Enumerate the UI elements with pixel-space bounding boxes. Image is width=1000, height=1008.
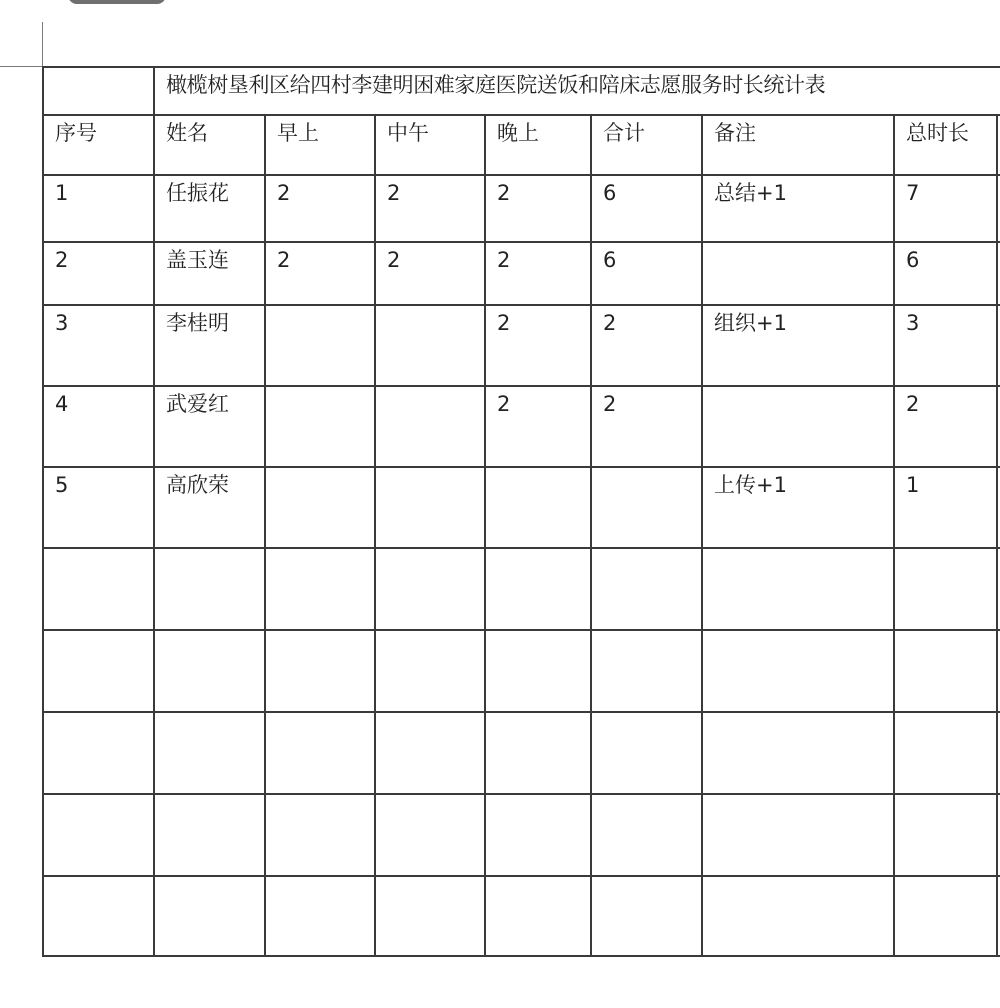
cell-value: 3 <box>55 311 69 335</box>
header-cell-evening[interactable] <box>485 115 591 175</box>
cell-value: 2 <box>497 311 511 335</box>
cell-value: 2 <box>603 311 617 335</box>
cell-value <box>376 549 484 554</box>
cell-value <box>592 713 701 718</box>
cell-value <box>703 387 893 392</box>
cell-value <box>44 877 153 882</box>
header-label: 序号 <box>55 121 97 145</box>
cell-value <box>895 795 996 800</box>
cell-value <box>155 631 264 636</box>
cell-value: 盖玉连 <box>166 248 229 272</box>
cell-value <box>592 877 701 882</box>
cell-index[interactable] <box>43 794 154 876</box>
cell-subtotal[interactable] <box>591 630 702 712</box>
cell-index[interactable] <box>43 305 154 386</box>
cell-value <box>703 877 893 882</box>
cell-value: 6 <box>906 248 920 272</box>
cell-subtotal[interactable] <box>591 548 702 630</box>
cell-morning[interactable] <box>265 630 375 712</box>
cell-evening[interactable] <box>485 175 591 242</box>
cell-total-hours[interactable] <box>894 630 997 712</box>
cell-subtotal[interactable] <box>591 712 702 794</box>
cell-evening[interactable] <box>485 712 591 794</box>
cell-value <box>44 713 153 718</box>
cell-value <box>895 877 996 882</box>
cell-subtotal[interactable] <box>591 467 702 548</box>
cell-value <box>592 795 701 800</box>
cell-value: 5 <box>55 473 69 497</box>
cell-noon[interactable] <box>375 712 485 794</box>
cell-morning[interactable] <box>265 242 375 305</box>
cell-value <box>592 549 701 554</box>
header-cell-total-hours[interactable] <box>894 115 997 175</box>
title-row <box>43 67 1000 115</box>
cell-value <box>486 549 590 554</box>
cell-value <box>44 549 153 554</box>
cell-evening[interactable] <box>485 876 591 956</box>
cell-subtotal[interactable] <box>591 242 702 305</box>
cell-remarks[interactable] <box>702 876 894 956</box>
cell-value <box>266 306 374 311</box>
cell-value <box>895 631 996 636</box>
cell-name[interactable] <box>154 305 265 386</box>
cell-value <box>155 549 264 554</box>
table-row <box>43 712 1000 794</box>
header-label: 姓名 <box>166 121 208 145</box>
header-label: 合计 <box>603 121 645 145</box>
cell-morning[interactable] <box>265 386 375 467</box>
cell-index[interactable] <box>43 175 154 242</box>
cell-value <box>486 468 590 473</box>
cell-evening[interactable] <box>485 467 591 548</box>
cell-noon[interactable] <box>375 305 485 386</box>
cell-name[interactable] <box>154 876 265 956</box>
cell-total-hours[interactable] <box>894 242 997 305</box>
cell-value <box>376 387 484 392</box>
table-row <box>43 242 1000 305</box>
cell-value: 李桂明 <box>166 311 229 335</box>
cell-value <box>376 877 484 882</box>
cell-name[interactable] <box>154 548 265 630</box>
cell-value <box>266 631 374 636</box>
cell-value <box>266 387 374 392</box>
cell-morning[interactable] <box>265 305 375 386</box>
cell-noon[interactable] <box>375 630 485 712</box>
header-cell-morning[interactable] <box>265 115 375 175</box>
cell-value: 3 <box>906 311 920 335</box>
cell-index[interactable] <box>43 876 154 956</box>
cell-value <box>155 877 264 882</box>
cell-value <box>266 713 374 718</box>
cell-value <box>376 713 484 718</box>
cell-noon[interactable] <box>375 386 485 467</box>
cell-subtotal[interactable] <box>591 876 702 956</box>
header-label: 总时长 <box>906 121 969 145</box>
cell-value: 1 <box>906 473 920 497</box>
cell-value: 组织+1 <box>714 311 787 335</box>
header-label: 中午 <box>387 121 429 145</box>
table-row <box>43 386 1000 467</box>
cell-value <box>376 631 484 636</box>
cell-remarks[interactable] <box>702 175 894 242</box>
cell-value: 高欣荣 <box>166 473 229 497</box>
top-toolbar-handle <box>68 0 166 4</box>
cell-total-hours[interactable] <box>894 386 997 467</box>
cell-remarks[interactable] <box>702 630 894 712</box>
cell-morning[interactable] <box>265 794 375 876</box>
cell-value: 2 <box>497 392 511 416</box>
cell-total-hours[interactable] <box>894 548 997 630</box>
table-row <box>43 630 1000 712</box>
cell-name[interactable] <box>154 175 265 242</box>
cell-subtotal[interactable] <box>591 175 702 242</box>
cell-name[interactable] <box>154 467 265 548</box>
cell-index[interactable] <box>43 630 154 712</box>
cell-evening[interactable] <box>485 305 591 386</box>
cell-evening[interactable] <box>485 548 591 630</box>
cell-value <box>703 713 893 718</box>
cell-subtotal[interactable] <box>591 386 702 467</box>
page-margin-marker-horizontal <box>0 66 44 67</box>
table-row <box>43 175 1000 242</box>
header-label: 晚上 <box>497 121 539 145</box>
cell-value: 2 <box>497 181 511 205</box>
header-row <box>43 115 1000 175</box>
table-row <box>43 548 1000 630</box>
cell-name[interactable] <box>154 630 265 712</box>
cell-value: 2 <box>497 248 511 272</box>
cell-value: 上传+1 <box>714 473 787 497</box>
cell-value: 2 <box>277 181 291 205</box>
table-body <box>43 175 1000 956</box>
header-cell-index[interactable] <box>43 115 154 175</box>
cell-remarks[interactable] <box>702 305 894 386</box>
header-label: 备注 <box>714 121 756 145</box>
cell-value: 武爱红 <box>166 392 229 416</box>
cell-value: 6 <box>603 248 617 272</box>
header-cell-noon[interactable] <box>375 115 485 175</box>
cell-morning[interactable] <box>265 876 375 956</box>
cell-morning[interactable] <box>265 175 375 242</box>
cell-value: 2 <box>55 248 69 272</box>
cell-value <box>703 243 893 248</box>
cell-value <box>44 795 153 800</box>
header-cell-name[interactable] <box>154 115 265 175</box>
cell-value <box>44 631 153 636</box>
cell-total-hours[interactable] <box>894 794 997 876</box>
cell-subtotal[interactable] <box>591 305 702 386</box>
cell-value <box>376 306 484 311</box>
cell-value <box>592 468 701 473</box>
cell-value <box>376 795 484 800</box>
header-cell-remarks[interactable] <box>702 115 894 175</box>
cell-value <box>703 795 893 800</box>
cell-subtotal[interactable] <box>591 794 702 876</box>
cell-index[interactable] <box>43 712 154 794</box>
cell-remarks[interactable] <box>702 794 894 876</box>
cell-remarks[interactable] <box>702 242 894 305</box>
cell-value <box>895 549 996 554</box>
cell-value: 总结+1 <box>714 181 787 205</box>
cell-value <box>703 631 893 636</box>
cell-value <box>895 713 996 718</box>
cell-value <box>266 468 374 473</box>
cell-value: 任振花 <box>166 181 229 205</box>
cell-value <box>486 713 590 718</box>
cell-value <box>155 713 264 718</box>
table-row <box>43 305 1000 386</box>
table-row <box>43 794 1000 876</box>
cell-evening[interactable] <box>485 386 591 467</box>
cell-name[interactable] <box>154 242 265 305</box>
cell-value <box>155 795 264 800</box>
cell-value <box>592 631 701 636</box>
cell-name[interactable] <box>154 712 265 794</box>
cell-evening[interactable] <box>485 630 591 712</box>
cell-value: 1 <box>55 181 69 205</box>
table-title: 橄榄树垦利区给四村李建明困难家庭医院送饭和陪床志愿服务时长统计表 <box>166 73 826 97</box>
cell-value: 7 <box>906 181 920 205</box>
cell-value: 6 <box>603 181 617 205</box>
cell-total-hours[interactable] <box>894 712 997 794</box>
cell-remarks[interactable] <box>702 712 894 794</box>
cell-value <box>266 549 374 554</box>
cell-noon[interactable] <box>375 242 485 305</box>
table-row <box>43 467 1000 548</box>
header-label: 早上 <box>277 121 319 145</box>
cell-remarks[interactable] <box>702 548 894 630</box>
service-hours-table <box>42 66 1000 957</box>
title-row-blank-cell <box>43 67 154 115</box>
table-title-cell[interactable] <box>154 67 1000 115</box>
cell-value <box>266 795 374 800</box>
cell-remarks[interactable] <box>702 386 894 467</box>
cell-evening[interactable] <box>485 242 591 305</box>
cell-total-hours[interactable] <box>894 876 997 956</box>
cell-noon[interactable] <box>375 794 485 876</box>
cell-index[interactable] <box>43 467 154 548</box>
cell-morning[interactable] <box>265 467 375 548</box>
cell-evening[interactable] <box>485 794 591 876</box>
page-margin-marker-vertical <box>42 22 43 68</box>
cell-total-hours[interactable] <box>894 305 997 386</box>
cell-noon[interactable] <box>375 876 485 956</box>
cell-value <box>486 877 590 882</box>
cell-noon[interactable] <box>375 467 485 548</box>
cell-noon[interactable] <box>375 548 485 630</box>
cell-index[interactable] <box>43 242 154 305</box>
cell-name[interactable] <box>154 794 265 876</box>
cell-value: 2 <box>387 248 401 272</box>
cell-total-hours[interactable] <box>894 467 997 548</box>
cell-noon[interactable] <box>375 175 485 242</box>
cell-value <box>376 468 484 473</box>
cell-value: 4 <box>55 392 69 416</box>
cell-remarks[interactable] <box>702 467 894 548</box>
cell-value <box>486 795 590 800</box>
cell-value: 2 <box>387 181 401 205</box>
cell-value: 2 <box>906 392 920 416</box>
cell-name[interactable] <box>154 386 265 467</box>
cell-index[interactable] <box>43 548 154 630</box>
cell-value <box>486 631 590 636</box>
cell-total-hours[interactable] <box>894 175 997 242</box>
header-cell-subtotal[interactable] <box>591 115 702 175</box>
cell-morning[interactable] <box>265 712 375 794</box>
table-row <box>43 876 1000 956</box>
cell-value <box>266 877 374 882</box>
cell-value: 2 <box>277 248 291 272</box>
cell-index[interactable] <box>43 386 154 467</box>
cell-value <box>703 549 893 554</box>
cell-value: 2 <box>603 392 617 416</box>
cell-morning[interactable] <box>265 548 375 630</box>
